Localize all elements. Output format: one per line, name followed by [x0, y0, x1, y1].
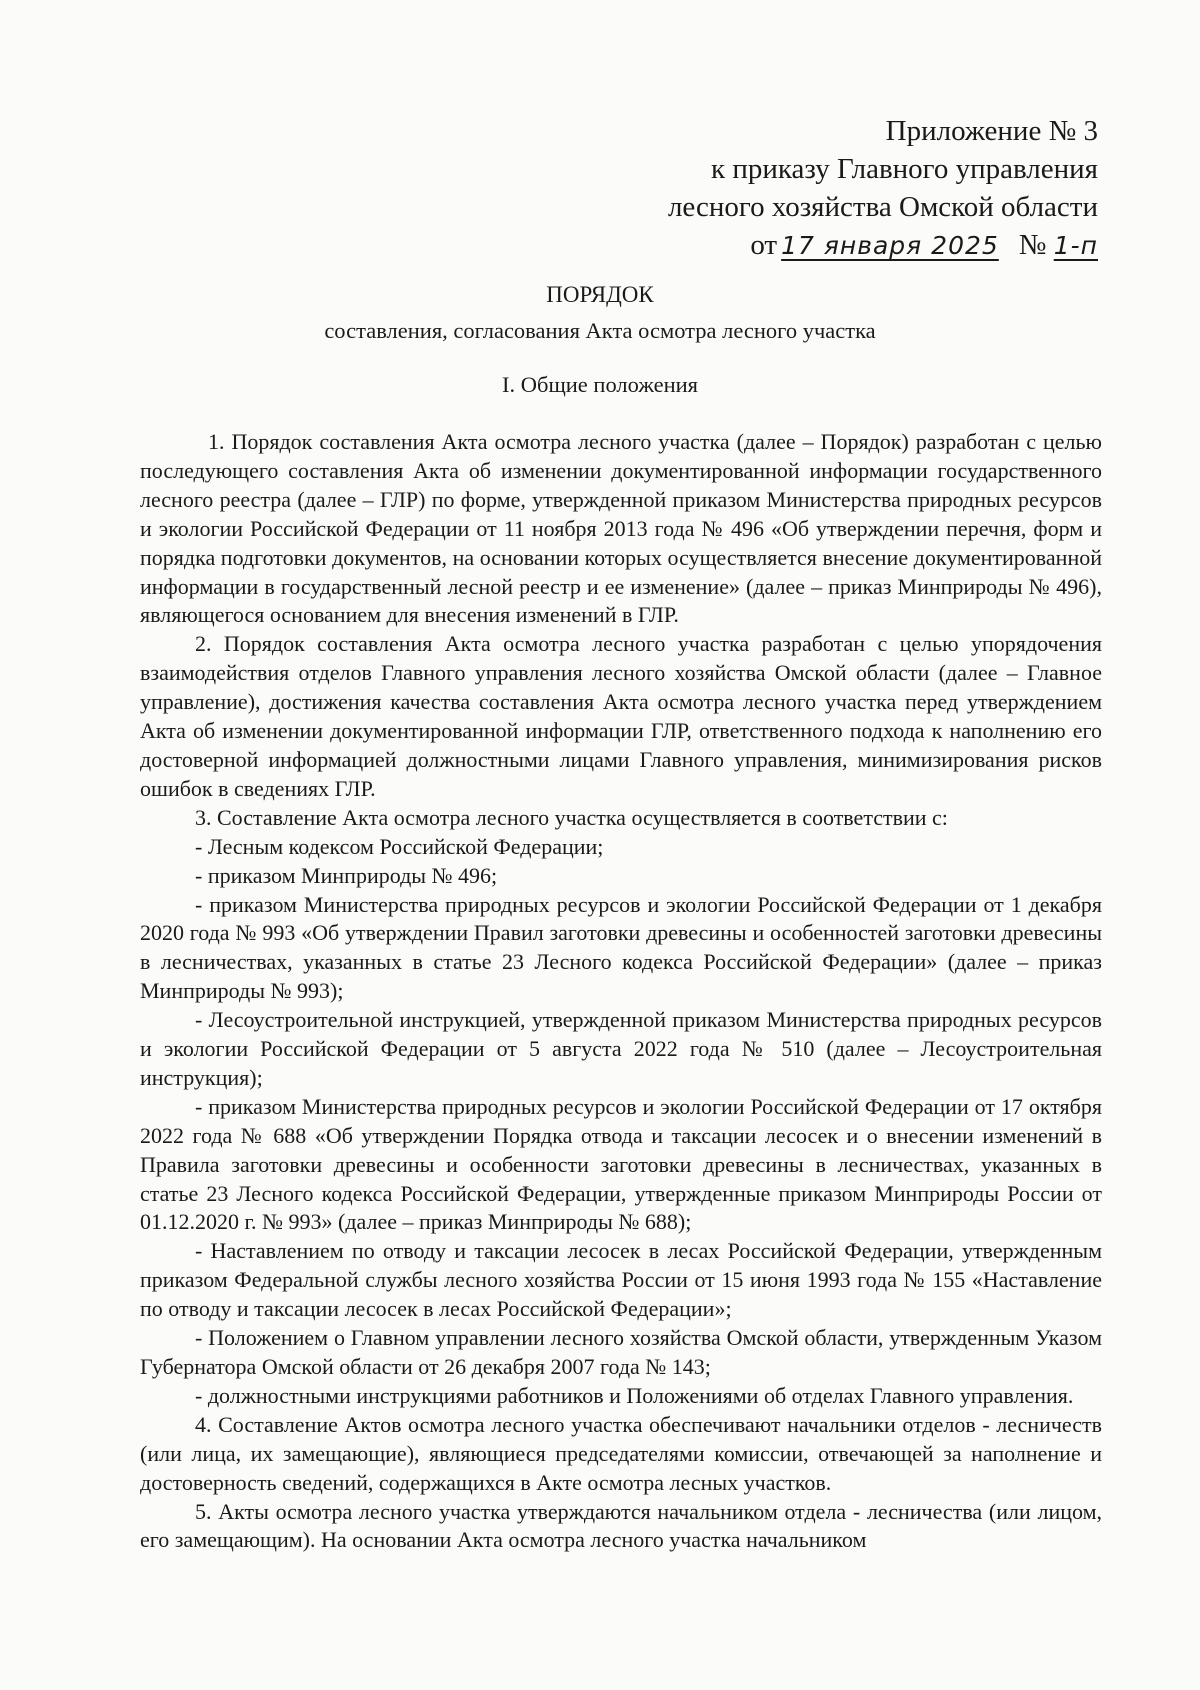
list-item: - приказом Министерства природных ресурсов и экологии Российской Федерации от 1 декабря 2020 года № 993 «Об утверждении Правил заготовки древесины и особенностей заготовки древесины в лесничествах, указанных в статье 23 Лесного кодекса Российской Федерации» (далее – приказ Минприроды № 993); [140, 891, 1102, 1004]
appendix-org: лесного хозяйства Омской области [667, 191, 1098, 223]
appendix-date-line [668, 226, 1098, 265]
list-item: - должностными инструкциями работников и Положениями об отделах Главного управления. [195, 1382, 1074, 1408]
list-item: - Лесоустроительной инструкцией, утвержденной приказом Министерства природных ресурсов и экологии Российской Федерации от 5 августа 2022 года № 510 (далее – Лесоустроительная инструкция); [140, 1007, 1102, 1090]
number-prefix: № [1018, 229, 1047, 261]
paragraph: 5. Акты осмотра лесного участка утверждаются начальником отдела - лесничества (или лицом, его замещающим). На основании Акта осмотра лесного участка начальником [140, 1498, 1102, 1553]
list-item: - Положением о Главном управлении лесного хозяйства Омской области, утвержденным Указом Губернатора Омской области от 26 декабря 2007 года № 143; [140, 1325, 1102, 1379]
document-title: ПОРЯДОК [546, 282, 654, 307]
list-item: - приказом Минприроды № 496; [195, 862, 498, 888]
paragraph: 4. Составление Актов осмотра лесного участка обеспечивают начальники отделов - лесничеств (или лица, их замещающие), являющиеся председателями комиссии, отвечающей за наполнение и достоверность сведений, содержащихся в Акте осмотра лесных участков. [140, 1411, 1102, 1495]
list-item: - Лесным кодексом Российской Федерации; [195, 833, 604, 859]
date-prefix: от [750, 229, 778, 261]
list-item: - приказом Министерства природных ресурсов и экологии Российской Федерации от 17 октября 2022 года № 688 «Об утверждении Порядка отвода и таксации лесосек и о внесении изменений в Правила заготовки древесины и особенности заготовки древесины в лесничествах, указанных в статье 23 Лесного кодекса Российской Федерации, утвержденные приказом Минприроды России от 01.12.2020 г. № 993» (далее – приказ Минприроды № 688); [140, 1093, 1102, 1235]
section-heading: I. Общие положения [502, 372, 698, 397]
paragraph: 2. Порядок составления Акта осмотра лесного участка разработан с целью упорядочения взаимодействия отделов Главного управления лесного хозяйства Омской области (далее – Главное управление), достижения качества составления Акта осмотра лесного участка перед утверждением Акта об изменении документированной информации ГЛР, ответственного подхода к наполнению его достоверной информацией должностными лицами Главного управления, минимизирования рисков ошибок в сведениях ГЛР. [140, 631, 1102, 801]
list-item: - Наставлением по отводу и таксации лесосек в лесах Российской Федерации, утвержденным приказом Федеральной службы лесного хозяйства России от 15 июня 1993 года № 155 «Наставление по отводу и таксации лесосек в лесах Российской Федерации»; [140, 1238, 1102, 1322]
document-subtitle: составления, согласования Акта осмотра лесного участка [324, 318, 876, 343]
document-body [140, 428, 1102, 1555]
paragraph: 3. Составление Акта осмотра лесного участка осуществляется в соответствии с: [195, 804, 948, 830]
paragraph: 1. Порядок составления Акта осмотра лесного участка (далее – Порядок) разработан с целью последующего составления Акта об изменении документированной информации государственного лесного реестра (далее – ГЛР) по форме, утвержденной приказом Министерства природных ресурсов и экологии Российской Федерации от 11 ноября 2013 года № 496 «Об утверждении перечня, форм и порядка подготовки документов, на основании которых осуществляется внесение документированной информации в государственный лесной реестр и ее изменение» (далее – приказ Минприроды № 496), являющегося основанием для внесения изменений в ГЛР. [140, 429, 1102, 628]
handwritten-date: 17 января 2025 [781, 231, 999, 260]
appendix-number: Приложение № 3 [885, 115, 1098, 147]
handwritten-number: 1-п [1053, 231, 1098, 260]
appendix-header [668, 112, 1098, 265]
appendix-order-ref: к приказу Главного управления [711, 153, 1098, 185]
